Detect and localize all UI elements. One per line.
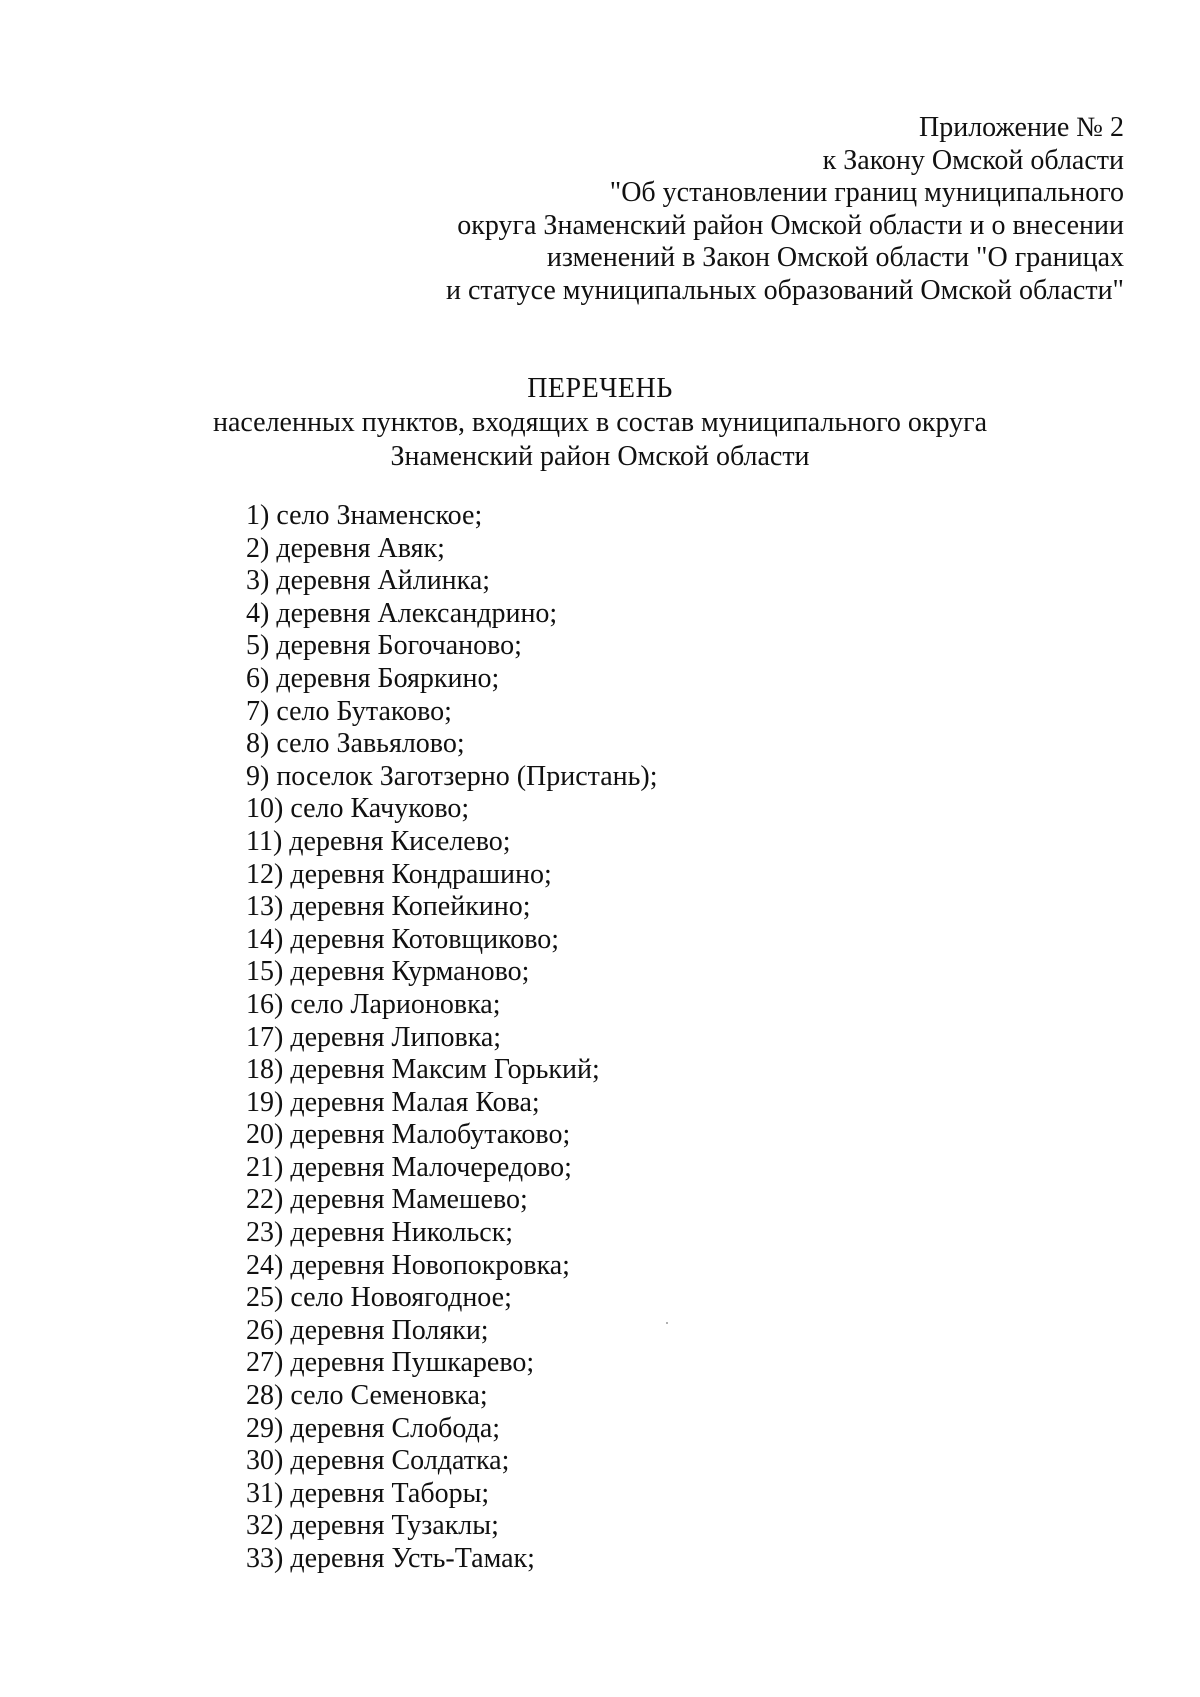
appendix-line: изменений в Закон Омской области "О границах [546, 242, 1124, 273]
settlement-item: 5) деревня Богочаново; [246, 630, 522, 662]
settlement-item: 8) село Завьялово; [246, 728, 465, 760]
settlement-item: 26) деревня Поляки; [246, 1314, 489, 1346]
settlement-item: 18) деревня Максим Горький; [246, 1054, 600, 1086]
settlement-item: 30) деревня Солдатка; [246, 1445, 510, 1477]
settlement-item: 22) деревня Мамешево; [246, 1184, 528, 1216]
settlement-item: 19) деревня Малая Кова; [246, 1086, 540, 1118]
settlement-item: 15) деревня Курманово; [246, 956, 530, 988]
settlement-item: 12) деревня Кондрашино; [246, 858, 552, 890]
settlement-item: 11) деревня Киселево; [246, 825, 511, 857]
settlement-item: 17) деревня Липовка; [246, 1021, 502, 1053]
settlement-item: 21) деревня Малочередово; [246, 1151, 572, 1183]
settlement-list [246, 500, 658, 1576]
settlement-item: 29) деревня Слобода; [246, 1412, 501, 1444]
settlement-item: 23) деревня Никольск; [246, 1217, 514, 1249]
settlement-item: 10) село Качуково; [246, 793, 470, 825]
appendix-line: Приложение № 2 [919, 112, 1124, 143]
settlement-item: 3) деревня Айлинка; [246, 565, 491, 597]
settlement-item: 32) деревня Тузаклы; [246, 1510, 499, 1542]
settlement-item: 13) деревня Копейкино; [246, 891, 531, 923]
settlement-item: 33) деревня Усть-Тамак; [246, 1543, 535, 1574]
document-heading [0, 372, 1200, 474]
settlement-item: 24) деревня Новопокровка; [246, 1249, 570, 1281]
settlement-item: 28) село Семеновка; [246, 1380, 488, 1412]
settlement-item: 16) село Ларионовка; [246, 988, 501, 1020]
settlement-item: 25) село Новоягодное; [246, 1282, 512, 1314]
settlement-item: 14) деревня Котовщиково; [246, 923, 560, 955]
appendix-line: и статусе муниципальных образований Омской области" [446, 274, 1124, 306]
settlement-item: 7) село Бутаково; [246, 695, 452, 727]
document-subtitle-line: Знаменский район Омской области [390, 441, 810, 472]
settlement-item: 20) деревня Малобутаково; [246, 1119, 571, 1151]
settlement-item: 1) село Знаменское; [246, 500, 483, 531]
settlement-item: 2) деревня Авяк; [246, 532, 445, 564]
appendix-line: "Об установлении границ муниципального [609, 177, 1124, 208]
appendix-header [364, 112, 1124, 307]
settlement-item: 9) поселок Заготзерно (Пристань); [246, 760, 658, 792]
settlement-item: 6) деревня Бояркино; [246, 662, 500, 694]
appendix-line: округа Знаменский район Омской области и о внесении [457, 209, 1124, 241]
settlement-item: 27) деревня Пушкарево; [246, 1347, 535, 1379]
document-title: ПЕРЕЧЕНЬ [527, 373, 673, 404]
document-subtitle-line: населенных пунктов, входящих в состав муниципального округа [212, 407, 988, 438]
scan-artifact [666, 1322, 668, 1324]
settlement-item: 31) деревня Таборы; [246, 1477, 490, 1509]
settlement-item: 4) деревня Александрино; [246, 597, 558, 629]
appendix-line: к Закону Омской области [822, 144, 1124, 176]
